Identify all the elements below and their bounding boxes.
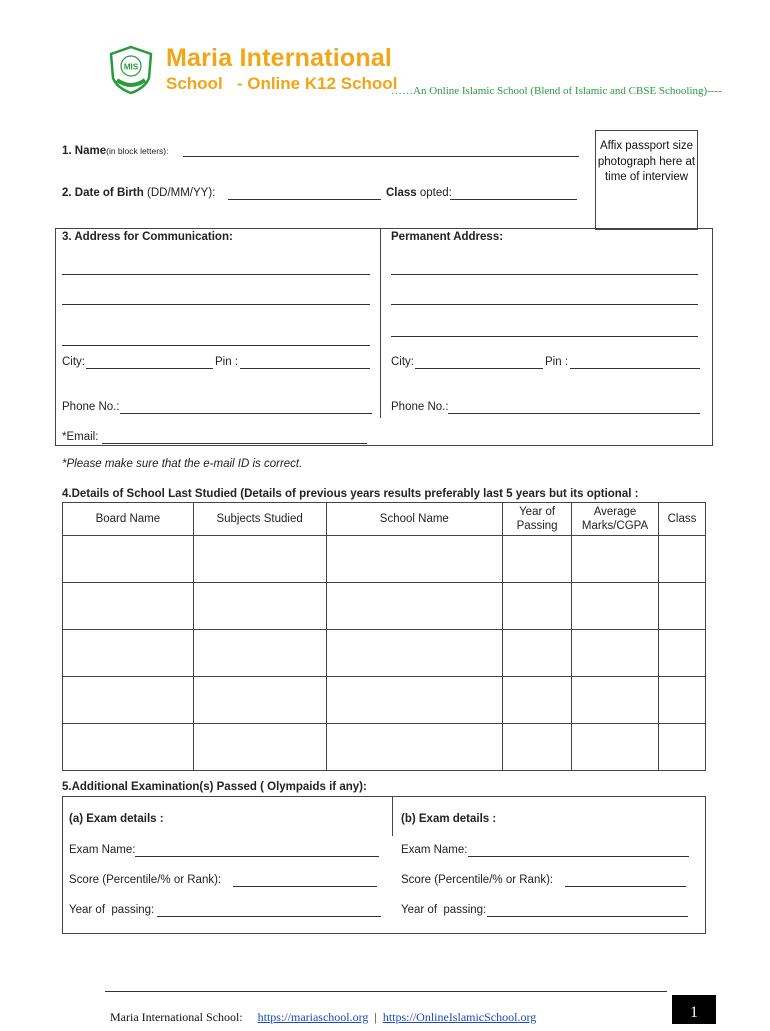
page-number: 1 (672, 995, 716, 1024)
table-cell[interactable] (63, 677, 194, 724)
exam-b-score-input-line[interactable] (565, 886, 686, 887)
perm-address-line-1[interactable] (391, 274, 698, 275)
class-input-line[interactable] (450, 199, 577, 200)
comm-city-label: City: (62, 356, 85, 368)
table-cell[interactable] (572, 677, 659, 724)
table-cell[interactable] (503, 677, 572, 724)
exam-a-heading: (a) Exam details : (69, 813, 164, 825)
table-cell[interactable] (193, 677, 326, 724)
comm-address-heading: 3. Address for Communication: (62, 231, 233, 243)
school-table-heading: 4.Details of School Last Studied (Details of previous years results preferably last 5 years but its optional : (62, 488, 639, 500)
table-cell[interactable] (503, 536, 572, 583)
name-label-group (62, 145, 168, 157)
dob-label-group (62, 187, 215, 199)
school-history-table (62, 502, 706, 771)
table-row (63, 630, 706, 677)
comm-city-input-line[interactable] (86, 368, 213, 369)
address-divider (380, 228, 381, 418)
table-cell[interactable] (63, 536, 194, 583)
email-note: *Please make sure that the e-mail ID is correct. (62, 458, 303, 470)
perm-city-label: City: (391, 356, 414, 368)
footer-separator: | (374, 1010, 377, 1024)
exams-heading: 5.Additional Examination(s) Passed ( Olympaids if any): (62, 781, 367, 793)
exam-b-name-input-line[interactable] (468, 856, 689, 857)
table-cell[interactable] (326, 583, 503, 630)
exam-b-year-label: Year of passing: (401, 904, 487, 916)
exam-b-heading: (b) Exam details : (401, 813, 497, 825)
footer-link-mariaschool[interactable]: https://mariaschool.org (257, 1010, 369, 1024)
table-cell[interactable] (326, 536, 503, 583)
table-cell[interactable] (63, 583, 194, 630)
dob-format: (DD/MM/YY): (147, 187, 216, 199)
exam-a-score-label: Score (Percentile/% or Rank): (69, 874, 222, 886)
table-cell[interactable] (572, 724, 659, 771)
perm-phone-input-line[interactable] (448, 413, 700, 414)
comm-pin-label: Pin : (215, 356, 239, 368)
table-cell[interactable] (659, 536, 706, 583)
email-input-line[interactable] (102, 443, 367, 444)
col-class: Class (659, 503, 706, 536)
col-school-name: School Name (326, 503, 503, 536)
table-cell[interactable] (572, 536, 659, 583)
school-logo (105, 44, 157, 96)
exam-a-name-input-line[interactable] (135, 856, 379, 857)
col-year-of-passing: Year of Passing (503, 503, 572, 536)
table-cell[interactable] (63, 630, 194, 677)
exam-b-score-label: Score (Percentile/% or Rank): (401, 874, 554, 886)
table-cell[interactable] (572, 583, 659, 630)
perm-address-heading: Permanent Address: (391, 231, 504, 243)
table-cell[interactable] (63, 724, 194, 771)
name-label: 1. Name (62, 145, 107, 157)
class-label-group (386, 187, 452, 199)
dob-input-line[interactable] (228, 199, 381, 200)
table-cell[interactable] (193, 536, 326, 583)
school-name-line2: School - Online K12 School (166, 74, 398, 93)
perm-phone-label: Phone No.: (391, 401, 449, 413)
name-input-line[interactable] (183, 156, 579, 157)
footer (110, 1010, 536, 1025)
school-name-line1: Maria International (166, 44, 393, 72)
perm-address-line-2[interactable] (391, 304, 698, 305)
comm-address-line-1[interactable] (62, 274, 370, 275)
table-row (63, 536, 706, 583)
table-cell[interactable] (503, 630, 572, 677)
comm-pin-input-line[interactable] (240, 368, 370, 369)
name-hint: (in block letters): (106, 146, 169, 156)
col-board-name: Board Name (63, 503, 194, 536)
logo-text: MIS (123, 62, 139, 72)
exam-a-year-input-line[interactable] (157, 916, 381, 917)
perm-city-input-line[interactable] (415, 368, 543, 369)
table-cell[interactable] (659, 630, 706, 677)
class-suffix: opted: (419, 187, 452, 199)
perm-address-line-3[interactable] (391, 336, 698, 337)
table-row (63, 724, 706, 771)
table-cell[interactable] (326, 677, 503, 724)
comm-phone-label: Phone No.: (62, 401, 120, 413)
footer-label: Maria International School: (110, 1010, 243, 1024)
table-cell[interactable] (659, 583, 706, 630)
table-cell[interactable] (193, 724, 326, 771)
table-cell[interactable] (659, 724, 706, 771)
table-cell[interactable] (193, 630, 326, 677)
exam-divider (392, 796, 393, 836)
exam-b-name-label: Exam Name: (401, 844, 468, 856)
table-row (63, 583, 706, 630)
exam-a-year-label: Year of passing: (69, 904, 155, 916)
table-row (63, 677, 706, 724)
dob-label: 2. Date of Birth (62, 187, 144, 199)
comm-address-line-3[interactable] (62, 345, 370, 346)
table-cell[interactable] (503, 724, 572, 771)
table-cell[interactable] (503, 583, 572, 630)
table-cell[interactable] (659, 677, 706, 724)
email-label: *Email: (62, 431, 99, 443)
table-cell[interactable] (572, 630, 659, 677)
table-header-row (63, 503, 706, 536)
table-cell[interactable] (326, 630, 503, 677)
comm-phone-input-line[interactable] (120, 413, 372, 414)
footer-link-onlineislamicschool[interactable]: https://OnlineIslamicSchool.org (382, 1010, 537, 1024)
table-cell[interactable] (193, 583, 326, 630)
perm-pin-label: Pin : (545, 356, 569, 368)
school-tagline: ……An Online Islamic School (Blend of Islamic and CBSE Schooling)---- (391, 85, 722, 97)
exam-b-year-input-line[interactable] (487, 916, 688, 917)
exam-a-name-label: Exam Name: (69, 844, 136, 856)
col-subjects-studied: Subjects Studied (193, 503, 326, 536)
comm-address-line-2[interactable] (62, 304, 370, 305)
photo-box (595, 130, 698, 230)
col-average-marks: Average Marks/CGPA (572, 503, 659, 536)
footer-rule (105, 991, 667, 992)
class-label: Class (386, 187, 417, 199)
exam-a-score-input-line[interactable] (233, 886, 377, 887)
perm-pin-input-line[interactable] (570, 368, 700, 369)
table-cell[interactable] (326, 724, 503, 771)
photo-box-text: Affix passport size photograph here at time of interview (597, 140, 696, 183)
